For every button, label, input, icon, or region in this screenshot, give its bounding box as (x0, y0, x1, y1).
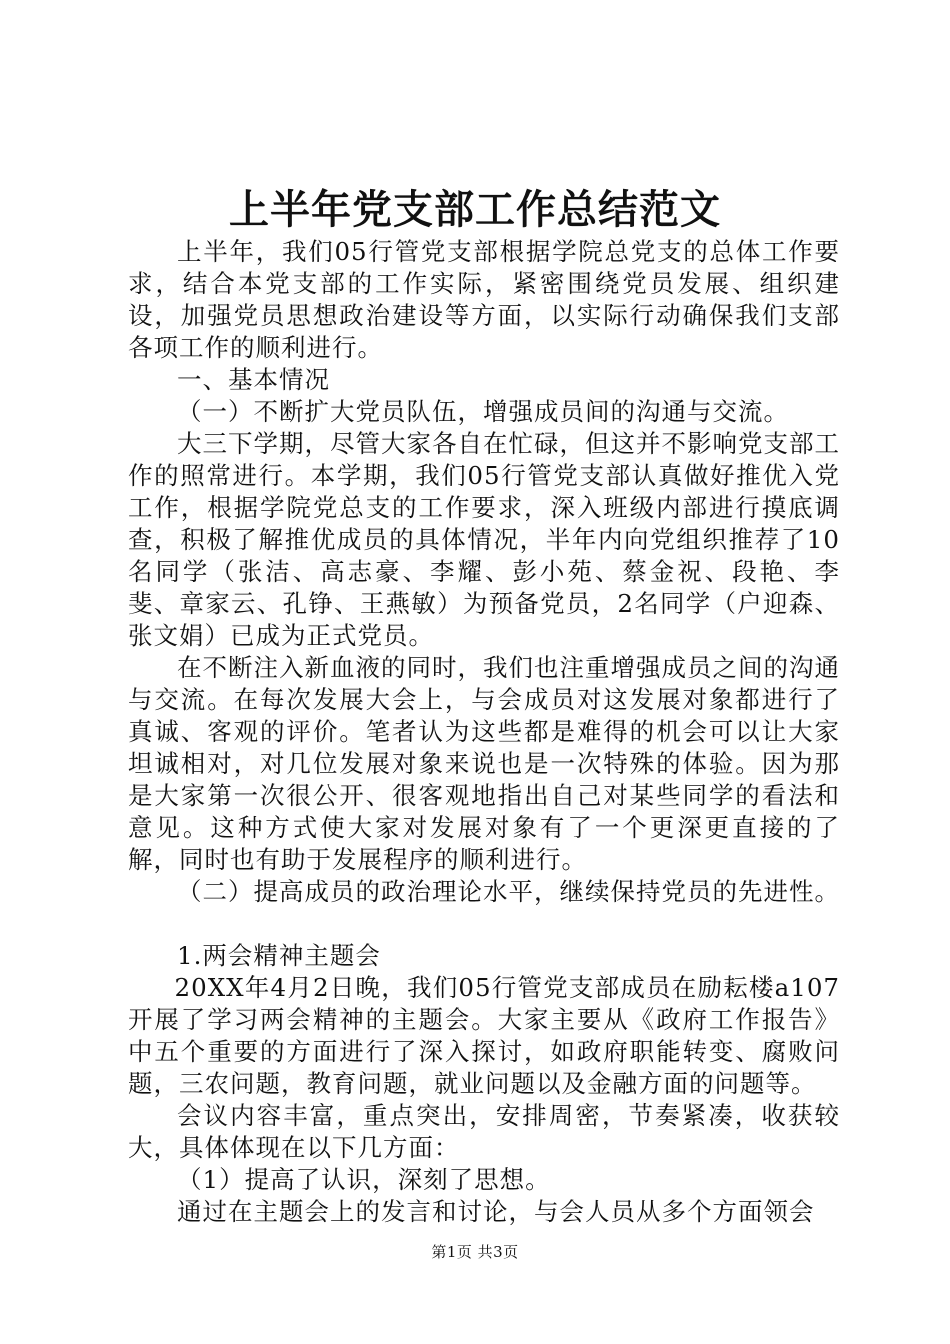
item-heading-theme-meeting: 1.两会精神主题会 (177, 941, 381, 970)
document-body (128, 236, 840, 1228)
subsection-heading-1: （一）不断扩大党员队伍，增强成员间的沟通与交流。 (177, 397, 789, 426)
paragraph-intro: 上半年，我们05行管党支部根据学院总党支的总体工作要求，结合本党支部的工作实际，紧密围绕党员发展、组织建设，加强党员思想政治建设等方面，以实际行动确保我们支部各项工作的顺利进行。 (128, 237, 840, 362)
paragraph-communication: 在不断注入新血液的同时，我们也注重增强成员之间的沟通与交流。在每次发展大会上，与会成员对这发展对象都进行了真诚、客观的评价。笔者认为这些都是难得的机会可以让大家坦诚相对，对几位发展对象来说也是一次特殊的体验。因为那是大家第一次很公开、很客观地指出自己对某些同学的看法和意见。这种方式使大家对发展对象有了一个更深更直接的了解，同时也有助于发展程序的顺利进行。 (128, 653, 840, 874)
paragraph-continuation: 通过在主题会上的发言和讨论，与会人员从多个方面领会 (177, 1197, 815, 1226)
section-heading-basic: 一、基本情况 (177, 365, 330, 394)
item-heading-understanding: （1）提高了认识，深刻了思想。 (177, 1165, 551, 1194)
paragraph-theme-meeting: 20XX年4月2日晚，我们05行管党支部成员在励耘楼a107开展了学习两会精神的主题会。大家主要从《政府工作报告》中五个重要的方面进行了深入探讨，如政府职能转变、腐败问题，三农问题，教育问题，就业问题以及金融方面的问题等。 (128, 973, 840, 1098)
subsection-heading-2: （二）提高成员的政治理论水平，继续保持党员的先进性。 (177, 877, 840, 906)
paragraph-meeting-results: 会议内容丰富，重点突出，安排周密，节奏紧凑，收获较大，具体体现在以下几方面： (128, 1101, 840, 1162)
paragraph-recruitment: 大三下学期，尽管大家各自在忙碌，但这并不影响党支部工作的照常进行。本学期，我们05行管党支部认真做好推优入党工作，根据学院党总支的工作要求，深入班级内部进行摸底调查，积极了解推优成员的具体情况，半年内向党组织推荐了10名同学（张洁、高志豪、李耀、彭小苑、蔡金祝、段艳、李斐、章家云、孔铮、王燕敏）为预备党员，2名同学（户迎森、张文娟）已成为正式党员。 (128, 429, 840, 650)
document-title: 上半年党支部工作总结范文 (229, 186, 721, 233)
page-number-footer: 第1页 共3页 (431, 1243, 519, 1261)
